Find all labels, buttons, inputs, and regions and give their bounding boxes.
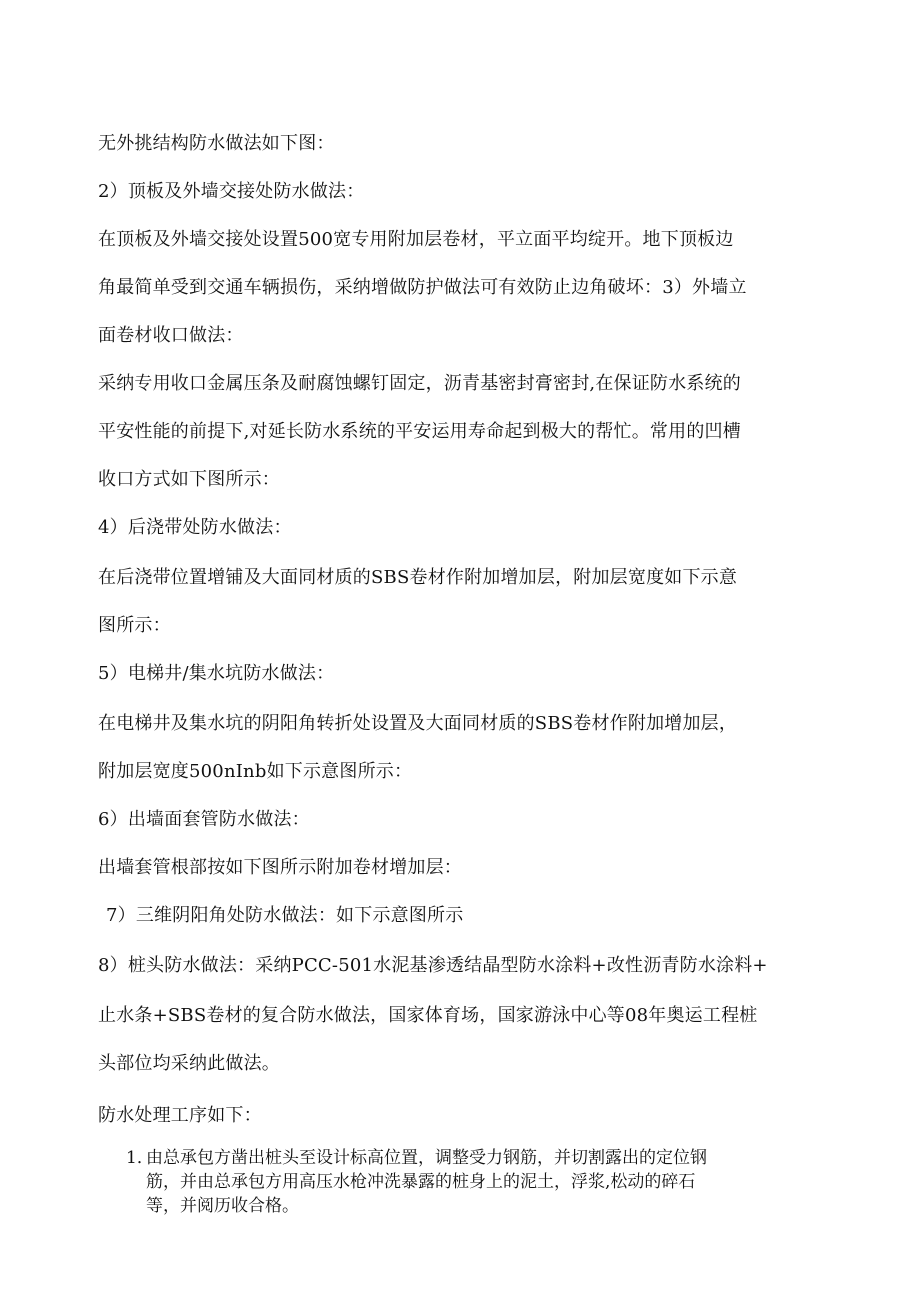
paragraph-line: 平安性能的前提下,对延长防水系统的平安运用寿命起到极大的帮忙。常用的凹槽 bbox=[98, 421, 741, 442]
paragraph-line: 采纳专用收口金属压条及耐腐蚀螺钉固定，沥青基密封膏密封,在保证防水系统的 bbox=[98, 373, 741, 394]
paragraph-line: 头部位均采纳此做法。 bbox=[98, 1053, 280, 1074]
list-number: 1． bbox=[126, 1148, 154, 1168]
paragraph-line: 附加层宽度500nInb如下示意图所示： bbox=[98, 761, 413, 782]
paragraph-line: 在后浇带位置增铺及大面同材质的SBS卷材作附加增加层，附加层宽度如下示意 bbox=[98, 567, 738, 588]
heading-4: 4）后浇带处防水做法： bbox=[98, 517, 292, 538]
heading-7: 7）三维阴阳角处防水做法：如下示意图所示 bbox=[106, 905, 464, 926]
paragraph-line: 角最简单受到交通车辆损伤，采纳增做防护做法可有效防止边角破坏：3）外墙立 bbox=[98, 277, 747, 298]
paragraph-line: 在顶板及外墙交接处设置500宽专用附加层卷材，平立面平均绽开。地下顶板边 bbox=[98, 229, 734, 250]
heading-8: 8）桩头防水做法：采纳PCC-501水泥基渗透结晶型防水涂料+改性沥青防水涂料+ bbox=[98, 955, 768, 976]
list-line: 由总承包方凿出桩头至设计标高位置，调整受力钢筋，并切割露出的定位钢 bbox=[146, 1148, 707, 1168]
paragraph-intro: 无外挑结构防水做法如下图： bbox=[98, 133, 335, 154]
paragraph-line: 在电梯井及集水坑的阴阳角转折处设置及大面同材质的SBS卷材作附加增加层， bbox=[98, 713, 738, 734]
list-line: 等，并阅历收合格。 bbox=[146, 1196, 299, 1216]
list-text bbox=[146, 1146, 826, 1218]
heading-2: 2）顶板及外墙交接处防水做法： bbox=[98, 181, 365, 202]
heading-5: 5）电梯井/集水坑防水做法： bbox=[98, 663, 335, 684]
paragraph-line: 止水条+SBS卷材的复合防水做法，国家体育场，国家游泳中心等08年奥运工程桩 bbox=[98, 1005, 758, 1026]
paragraph-line: 收口方式如下图所示： bbox=[98, 469, 280, 490]
paragraph-line: 图所示： bbox=[98, 615, 171, 636]
list-line: 筋，并由总承包方用高压水枪冲洗暴露的桩身上的泥土，浮浆,松动的碎石 bbox=[146, 1172, 696, 1192]
paragraph-line: 出墙套管根部按如下图所示附加卷材增加层： bbox=[98, 857, 462, 878]
paragraph-line: 面卷材收口做法： bbox=[98, 325, 244, 346]
section-heading: 防水处理工序如下： bbox=[98, 1105, 262, 1126]
heading-6: 6）出墙面套管防水做法： bbox=[98, 809, 310, 830]
